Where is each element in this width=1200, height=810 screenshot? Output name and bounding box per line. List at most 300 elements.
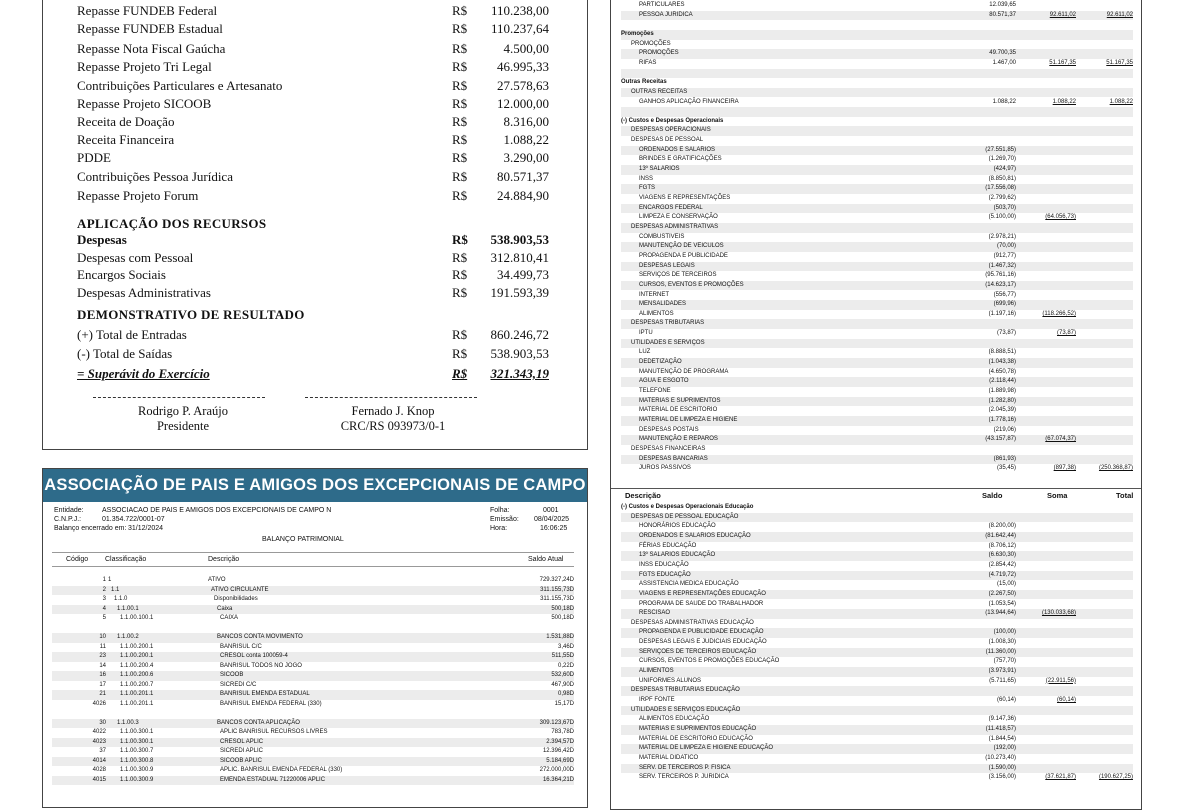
balanco-balance: 532,60D (551, 672, 574, 678)
income-value: 46.995,33 (497, 59, 549, 74)
balanco-classification: 1.1.00.300.1 (120, 738, 154, 745)
dre-row (621, 551, 1133, 561)
dre-saldo: 1.467,00 (992, 59, 1016, 66)
dre-col-soma: Soma (1047, 491, 1068, 500)
dre-row (621, 98, 1133, 108)
dre-soma: 51.167,35 (1049, 59, 1076, 66)
dre-saldo: (4.719,72) (988, 571, 1016, 578)
dre-description: PROPAGENDA E PUBLICIDADE EDUCAÇÃO (639, 629, 764, 636)
dre-saldo: (3.973,91) (988, 668, 1016, 675)
dre-col-saldo: Saldo (982, 491, 1003, 500)
dre-saldo: (8.888,51) (988, 349, 1016, 356)
income-value: 4.500,00 (503, 41, 549, 56)
dre-saldo: (73,87) (996, 330, 1016, 337)
dre-description: SERVIÇOS DE TERCEIROS (639, 272, 717, 279)
dre-saldo: (81.642,44) (985, 532, 1016, 539)
dre-description: DESPESAS DE PESSOAL (631, 137, 704, 144)
dre-saldo: (60,14) (996, 697, 1016, 703)
dre-row (621, 397, 1133, 407)
dre-soma: (73,87) (1056, 330, 1076, 337)
income-currency: R$ (452, 169, 468, 184)
balanco-classification: 1.1.00.200.4 (120, 662, 154, 669)
header-rule-bottom (52, 566, 574, 567)
balanco-row (52, 719, 574, 729)
income-row (77, 58, 549, 76)
dre-saldo: (219,06) (993, 426, 1016, 433)
dre-saldo: (5.100,00) (988, 214, 1016, 221)
dre-row (621, 764, 1133, 774)
balanco-classification: 1.1 (111, 586, 120, 593)
dre-description: SERVIÇOES DE TERCEIROS EDUCAÇÃO (639, 648, 757, 655)
balanco-code: 3 (102, 596, 106, 602)
income-row (77, 40, 549, 58)
dre-row (621, 377, 1133, 387)
balanco-description: BANRISUL EMENDA FEDERAL (330) (220, 700, 322, 707)
dre-description: HONORÁRIOS EDUCAÇÃO (639, 523, 716, 530)
dre-description: COMBUSTIVEIS (639, 233, 685, 240)
dre-saldo: (424,97) (993, 166, 1016, 173)
income-currency: R$ (452, 150, 468, 165)
dre-row (621, 503, 1133, 513)
income-currency: R$ (452, 114, 468, 129)
balanco-row (52, 776, 574, 786)
balanco-description: CRESOL APLIC (220, 738, 264, 745)
dre-description: VIAGENS E REPRESENTAÇÕES EDUCAÇÃO (639, 590, 766, 597)
dre-row (621, 715, 1133, 725)
dre-soma: (60,14) (1056, 697, 1076, 703)
balanco-description: SICOOB (220, 672, 244, 678)
dre-saldo: (1.282,80) (988, 397, 1016, 404)
balanco-description: BANCOS CONTA APLICAÇÃO (217, 719, 300, 726)
saidas-value: 538.903,53 (490, 346, 549, 361)
dre-description: UTILIDADES E SERVIÇOS (631, 339, 705, 346)
dre-description: IPTU (639, 330, 653, 337)
dre-description: DESPESAS DE PESSOAL EDUCAÇÃO (631, 513, 739, 520)
dre-description: ASSISTENCIA MEDICA EDUCAÇÃO (639, 581, 739, 588)
dre-description: Promoções (621, 30, 654, 37)
balanco-code: 2 (102, 586, 106, 593)
col-classificacao: Classificação (105, 556, 147, 563)
dre-saldo: (1.467,32) (988, 262, 1016, 269)
dre-description: INSS (639, 175, 654, 182)
balanco-classification: 1.1.00.1 (117, 605, 139, 612)
entradas-label: (+) Total de Entradas (77, 327, 187, 342)
balanco-code: 23 (99, 653, 106, 659)
dre-row (621, 580, 1133, 590)
income-currency: R$ (452, 3, 468, 18)
income-label: Repasse FUNDEB Estadual (77, 21, 223, 36)
income-currency: R$ (452, 41, 468, 56)
dre-description: (-) Custos e Despesas Operacionais (621, 117, 724, 124)
dre-saldo: (556,77) (993, 291, 1016, 298)
balanco-description: SICREDI C/C (220, 681, 257, 688)
dre-saldo: 1.088,22 (992, 98, 1016, 105)
balanco-description: SICREDI APLIC (220, 748, 264, 754)
dre-description: LIMPEZA E CONSERVAÇÃO (639, 214, 718, 221)
dre-row (621, 609, 1133, 619)
despesas-total-row (77, 231, 549, 249)
dre-row (621, 126, 1133, 136)
expense-row (77, 284, 549, 302)
dre-saldo: (912,77) (993, 252, 1016, 259)
expense-row (77, 249, 549, 267)
income-label: Repasse Projeto Tri Legal (77, 59, 212, 74)
income-label: PDDE (77, 150, 111, 165)
dre-col-total: Total (1116, 491, 1134, 500)
balanco-code: 17 (99, 681, 106, 688)
col-saldo: Saldo Atual (528, 556, 564, 563)
dre-description: MANUTENÇÃO DE VEICULOS (639, 243, 724, 250)
dre-description: DESPESAS BANCARIAS (639, 455, 708, 462)
financial-summary-panel (42, 0, 588, 450)
dre-saldo: (8.850,81) (988, 175, 1016, 182)
balanco-code: 30 (99, 719, 106, 726)
dre-description: RESCISAO (639, 610, 671, 617)
balanco-balance: 511,55D (551, 653, 574, 659)
dre-row (621, 435, 1133, 445)
balanco-date-value: 31/12/2024 (128, 525, 164, 532)
folha-label: Folha: (490, 507, 510, 514)
entradas-value: 860.246,72 (490, 327, 549, 342)
dre-row (621, 522, 1133, 532)
saidas-label: (-) Total de Saídas (77, 346, 173, 361)
dre-saldo: (13.944,64) (985, 610, 1016, 617)
dre-row (621, 571, 1133, 581)
balanco-row (52, 662, 574, 672)
dre-row (621, 194, 1133, 204)
dre-row (621, 561, 1133, 571)
dre-saldo: (1.844,54) (988, 735, 1016, 742)
income-label: Contribuições Pessoa Jurídica (77, 169, 233, 184)
income-row (77, 168, 549, 186)
dre-saldo: (699,96) (993, 301, 1016, 308)
balanco-classification: 1.1.00.200.7 (120, 681, 154, 688)
dre-row (621, 78, 1133, 88)
balanco-classification: 1.1.00.300.9 (120, 767, 154, 773)
dre-row (621, 455, 1133, 465)
dre-saldo: (503,70) (993, 204, 1016, 211)
dre-row (621, 49, 1133, 59)
dre-soma: (37.621,87) (1045, 774, 1076, 781)
balanco-date-label: Balanço encerrado em: (54, 525, 127, 532)
balanco-classification: 1.1.00.100.1 (120, 615, 154, 621)
expense-label: Encargos Sociais (77, 267, 166, 282)
balanco-balance: 1.531,88D (546, 634, 574, 640)
balanco-balance: 729.327,24D (539, 577, 574, 583)
dre-description: CURSOS, EVENTOS E PROMOÇÕES EDUCAÇÃO (639, 658, 780, 665)
balanco-code: 4015 (92, 776, 106, 783)
balanco-code: 37 (99, 748, 106, 754)
income-row (77, 20, 549, 38)
balanco-code: 11 (99, 643, 106, 650)
balanco-description: APLIC BANRISUL RECURSOS LIVRES (220, 729, 328, 735)
hora-label: Hora: (490, 525, 508, 532)
balanco-row (52, 614, 574, 624)
balanco-classification: 1.1.00.201.1 (120, 700, 154, 707)
dre-description: ALIMENTOS (639, 668, 674, 675)
dre-row (621, 329, 1133, 339)
dre-row (621, 30, 1133, 40)
dre-description: LUZ (639, 349, 651, 356)
dre-saldo: (11.360,00) (985, 648, 1016, 655)
dre-description: DESPESAS LEGAIS E JUDICIAIS EDUCAÇÃO (639, 639, 767, 646)
balanco-balance: 5.184,69D (546, 757, 574, 764)
balanco-code: 1 (102, 577, 106, 583)
dre-total: (190.627,25) (1098, 774, 1133, 781)
dre-total: 51.167,35 (1106, 59, 1133, 66)
income-row (77, 2, 549, 20)
dre-total: 92.611,02 (1106, 11, 1133, 18)
dre-row (621, 416, 1133, 426)
dre-saldo: (1.053,54) (988, 600, 1016, 607)
dre-soma: 92.611,02 (1049, 11, 1076, 18)
balanco-row (52, 605, 574, 615)
dre-row (621, 406, 1133, 416)
balanco-balance: 467,90D (551, 681, 574, 688)
dre-description: PROGRAMA DE SAUDE DO TRABALHADOR (639, 600, 764, 607)
expense-row (77, 266, 549, 284)
dre-saldo: (6.630,30) (988, 552, 1016, 559)
balanco-classification: 1.1.00.300.9 (120, 776, 154, 783)
balanco-description: BANRISUL TODOS NO JOGO (220, 662, 302, 669)
dre-row (621, 725, 1133, 735)
balanco-code: 16 (99, 672, 106, 678)
dre-row (621, 686, 1133, 696)
dre-row (621, 310, 1133, 320)
dre-row (621, 667, 1133, 677)
dre-description: MATERIAS E SUPRIMENTOS EDUCAÇÃO (639, 725, 757, 732)
saidas-currency: R$ (452, 346, 468, 361)
income-row (77, 113, 549, 131)
dre-col-descricao: Descrição (625, 491, 661, 500)
dre-row (621, 590, 1133, 600)
dre-row (621, 532, 1133, 542)
income-label: Repasse FUNDEB Federal (77, 3, 218, 18)
dre-description: SERV. TERCEIROS P. JURIDICA (639, 774, 729, 781)
dre-row (621, 40, 1133, 50)
balanco-code: 14 (99, 662, 106, 669)
balanco-description: BANRISUL EMENDA ESTADUAL (220, 691, 310, 697)
income-row (77, 187, 549, 205)
dre-description: ORDENADOS E SALARIOS EDUCAÇÃO (639, 532, 751, 539)
dre-description: INTERNET (639, 291, 669, 298)
income-currency: R$ (452, 132, 468, 147)
balanco-row (52, 738, 574, 748)
dre-row (621, 88, 1133, 98)
balanco-row (52, 586, 574, 596)
dre-description: MATERIAL DE ESCRITORIO EDUCAÇÃO (639, 735, 753, 742)
dre-row (621, 155, 1133, 165)
balanco-code: 4023 (92, 738, 106, 745)
dre-saldo: (1.008,30) (988, 639, 1016, 646)
balanco-balance: 3,46D (557, 643, 574, 650)
dre-description: ALIMENTOS (639, 310, 674, 317)
balanco-code: 21 (99, 691, 106, 697)
signature-2-role: CRC/RS 093973/0-1 (340, 419, 446, 433)
dre-row (621, 600, 1133, 610)
dre-soma: (64.056,73) (1045, 214, 1076, 221)
dre-description: MATERIAL DIDATICO (639, 754, 699, 761)
income-label: Repasse Projeto SICOOB (77, 96, 212, 111)
expense-currency: R$ (452, 267, 468, 282)
dre-saldo: (2.118,44) (989, 378, 1016, 385)
superavit-currency: R$ (452, 366, 468, 381)
balanco-description: Disponibilidades (214, 596, 258, 602)
balanco-description: CAIXA (220, 615, 239, 621)
balanco-code: 4026 (92, 700, 106, 707)
header-rule-top (52, 552, 574, 553)
dre-description: AGUA E ESGOTO (639, 378, 689, 385)
dre-row (621, 696, 1133, 706)
dre-saldo: (14.623,17) (985, 281, 1016, 288)
dre-description: PESSOA JURIDICA (639, 11, 693, 18)
dre-description: DESPESAS OPERACIONAIS (631, 127, 711, 134)
income-value: 24.884,90 (497, 188, 549, 203)
income-currency: R$ (452, 96, 468, 111)
dre-description: ALIMENTOS EDUCAÇÃO (639, 716, 710, 723)
dre-saldo: (2.267,50) (988, 590, 1016, 597)
dre-description: VIAGENS E REPRESENTAÇÕES (639, 195, 731, 201)
balanco-classification: 1.1.00.300.8 (120, 757, 154, 764)
dre-row (621, 319, 1133, 329)
cnpj-value: 01.354.722/0001-07 (102, 516, 165, 523)
dre-description: PARTICULARES (639, 2, 685, 8)
dre-soma: (67.074,37) (1045, 436, 1076, 443)
income-value: 80.571,37 (497, 169, 549, 184)
income-label: Receita Financeira (77, 132, 175, 147)
superavit-value: 321.343,19 (490, 366, 549, 381)
dre-description: MANUTENÇÃO E REPAROS (639, 436, 718, 443)
dre-description: UTILIDADES E SERVIÇOS EDUCAÇÃO (631, 706, 741, 713)
balanco-code: 10 (99, 634, 106, 640)
income-value: 3.290,00 (503, 150, 549, 165)
balanco-balance: 272.000,00D (539, 767, 574, 773)
balanco-code: 4028 (92, 767, 106, 773)
balanco-row (52, 643, 574, 653)
balanco-description: Caixa (217, 605, 233, 612)
dre-row (621, 204, 1133, 214)
balanco-row (52, 681, 574, 691)
dre-row (621, 619, 1133, 629)
dre-description: DESPESAS FINANCEIRAS (631, 445, 706, 452)
balanco-classification: 1.1.00.300.7 (120, 748, 154, 754)
dre-description: RIFAS (639, 59, 657, 66)
dre-description: DESPESAS TRIBUTARIAS EDUCAÇÃO (631, 687, 740, 694)
dre-description: FGTS (639, 185, 655, 192)
dre-row (621, 262, 1133, 272)
balanco-code: 4014 (92, 757, 106, 764)
report-title: BALANÇO PATRIMONIAL (262, 536, 344, 543)
dre-row (621, 677, 1133, 687)
dre-row (621, 628, 1133, 638)
balanco-row (52, 747, 574, 757)
balanco-balance: 500,18D (551, 605, 574, 612)
dre-description: MATERIAL DE LIMPEZA E HIGIENE EDUCAÇÃO (639, 745, 774, 752)
dre-description: INSS EDUCAÇÃO (639, 561, 689, 568)
dre-saldo: (5.711,65) (989, 677, 1016, 684)
balanco-row (52, 595, 574, 605)
dre-row (621, 542, 1133, 552)
dre-saldo: (757,70) (993, 658, 1016, 665)
balanco-classification: 1.1.00.200.1 (120, 653, 154, 659)
cnpj-label: C.N.P.J.: (54, 516, 82, 523)
dre-row (621, 513, 1133, 523)
expense-value: 312.810,41 (490, 250, 549, 265)
despesas-currency: R$ (452, 232, 468, 247)
balanco-row (52, 671, 574, 681)
dre-saldo: (8.706,12) (988, 542, 1016, 549)
folha-value: 0001 (543, 507, 559, 514)
dre-row (621, 339, 1133, 349)
income-row (77, 131, 549, 149)
dre-row (621, 368, 1133, 378)
aplicacao-title: APLICAÇÃO DOS RECURSOS (77, 216, 267, 231)
dre-row (621, 213, 1133, 223)
dre-saldo: (27.551,85) (985, 146, 1016, 153)
dre-description: CURSOS, EVENTOS E PROMOÇÕES (639, 281, 744, 288)
income-value: 12.000,00 (497, 96, 549, 111)
dre-total: (250.368,87) (1098, 465, 1133, 472)
dre-row (621, 69, 1133, 79)
expense-label: Despesas Administrativas (77, 285, 211, 300)
dre-saldo: (1.197,16) (988, 310, 1016, 317)
dre-description: MATERIAL DE ESCRITORIO (639, 407, 718, 414)
dre-saldo: 80.571,37 (989, 11, 1016, 18)
dre-description: DESPESAS POSTAIS (639, 426, 699, 433)
dre-saldo: (15,00) (996, 581, 1016, 588)
dre-saldo: (861,93) (993, 455, 1016, 462)
balanco-code: 4022 (92, 729, 106, 735)
signature-line-1 (93, 397, 265, 398)
dre-description: ORDENADOS E SALARIOS (639, 146, 716, 153)
dre-saldo: (100,00) (993, 629, 1016, 636)
balanco-balance: 311.155,73D (540, 596, 574, 602)
dre-row (621, 117, 1133, 127)
balanco-row (52, 576, 574, 586)
balanco-balance: 0,22D (557, 662, 574, 669)
dre-description: OUTRAS RECEITAS (631, 88, 688, 95)
income-row (77, 149, 549, 167)
entradas-currency: R$ (452, 327, 468, 342)
balanco-balance: 311.155,73D (540, 586, 574, 593)
expense-label: Despesas com Pessoal (77, 250, 194, 265)
entidade-value: ASSOCIACAO DE PAIS E AMIGOS DOS EXCEPCIONAIS DE CAMPO N (102, 507, 332, 514)
dre-saldo: (1.043,38) (988, 359, 1016, 366)
dre-description: DESPESAS ADMINISTRATIVAS EDUCAÇÃO (631, 619, 754, 626)
income-currency: R$ (452, 188, 468, 203)
dre-section-rule (611, 488, 1141, 489)
balanco-balance: 783,78D (551, 729, 574, 735)
balanco-classification: 1.1.00.3 (117, 719, 139, 726)
dre-description: DESPESAS TRIBUTARIAS (631, 320, 705, 327)
dre-soma: (130.033,68) (1041, 610, 1076, 617)
dre-row (621, 706, 1133, 716)
dre-description: DEDETIZAÇÃO (639, 359, 682, 366)
dre-description: 13º SALARIOS (639, 166, 680, 173)
dre-description: ENCARGOS FEDERAL (639, 204, 703, 211)
col-codigo: Código (66, 556, 89, 563)
dre-soma: (897,38) (1053, 465, 1076, 472)
dre-row (621, 358, 1133, 368)
dre-description: MATERIAS E SUPRIMENTOS (639, 397, 721, 404)
dre-description: MATERIAL DE LIMPEZA E HIGIENE (639, 416, 738, 423)
dre-row (621, 348, 1133, 358)
dre-saldo: (1.590,00) (988, 764, 1016, 771)
balanco-code: 4 (102, 605, 106, 612)
income-currency: R$ (452, 59, 468, 74)
balanco-balance: 500,18D (551, 615, 574, 621)
dre-row (621, 754, 1133, 764)
